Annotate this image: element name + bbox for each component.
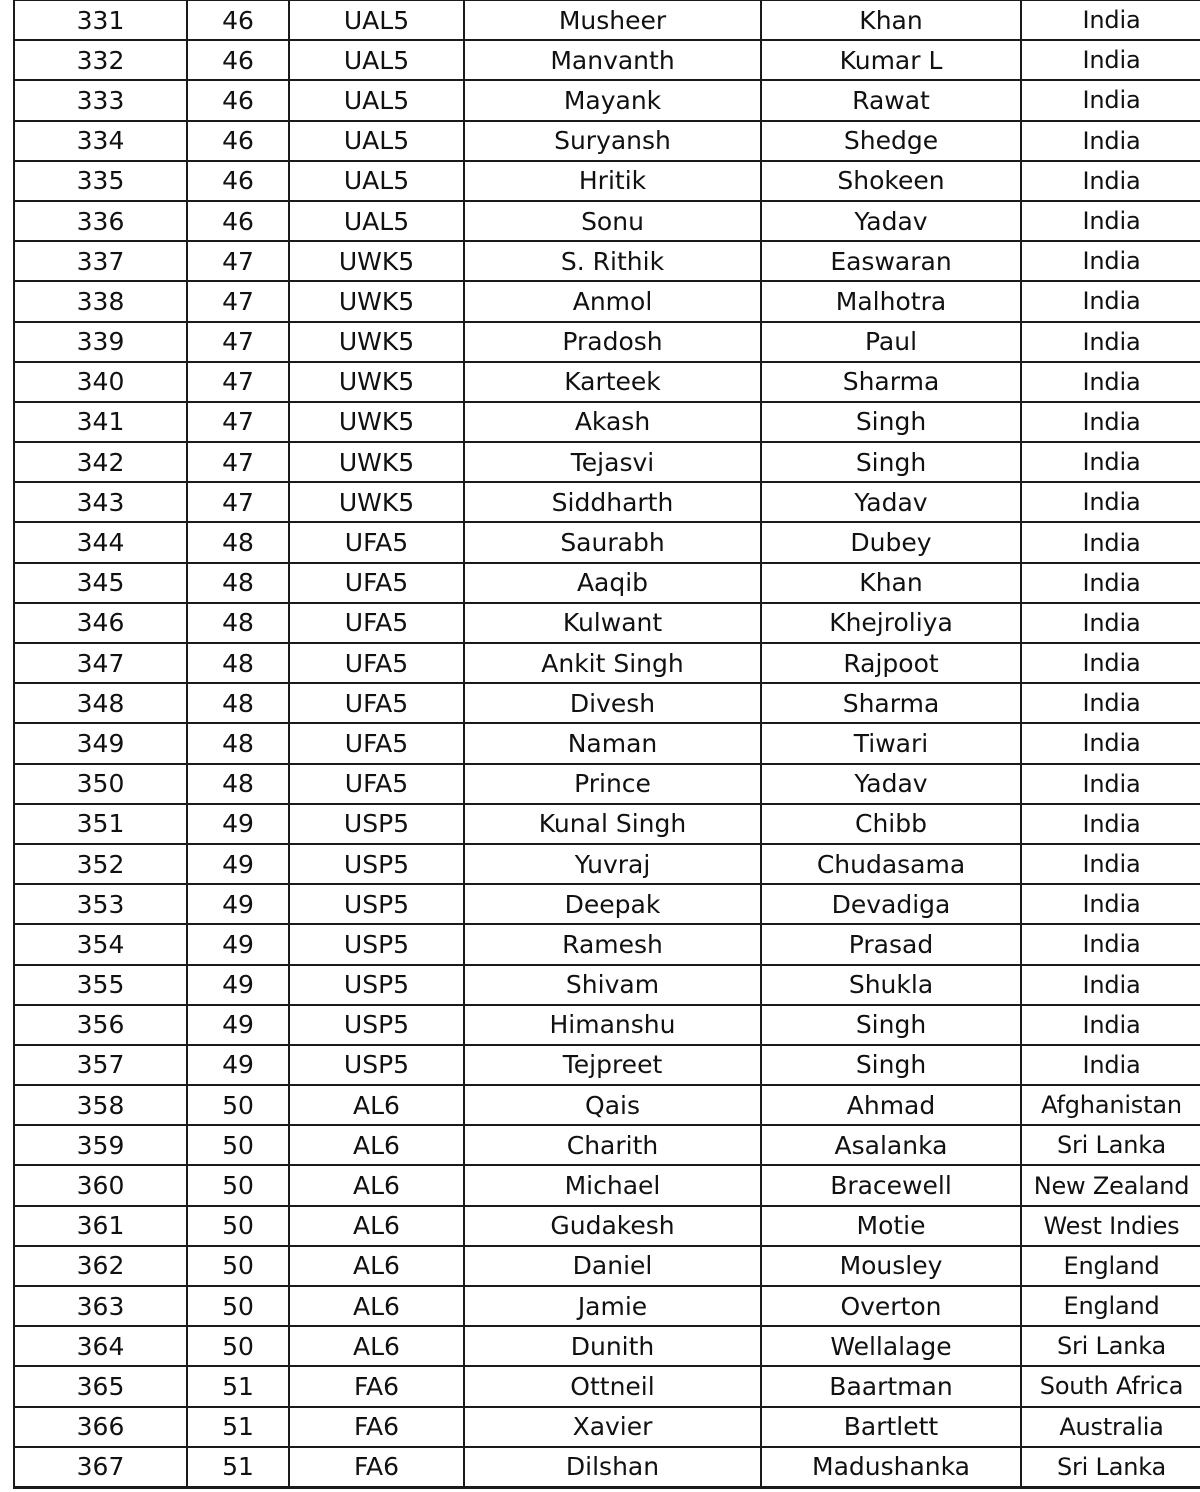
serial-number-cell: 362 [14,1246,187,1286]
table-row [14,161,1200,201]
set-code-cell: AL6 [289,1125,464,1165]
set-number-cell: 47 [187,241,289,281]
set-code-cell: AL6 [289,1165,464,1205]
first-name-cell: Akash [464,402,761,442]
set-number-cell: 50 [187,1286,289,1326]
serial-number-cell: 341 [14,402,187,442]
table-row [14,643,1200,683]
set-code-cell: UWK5 [289,442,464,482]
surname-cell: Wellalage [761,1326,1021,1366]
first-name-cell: Pradosh [464,322,761,362]
set-number-cell: 49 [187,1005,289,1045]
set-number-cell: 49 [187,1045,289,1085]
serial-number-cell: 331 [14,1,187,41]
set-code-cell: AL6 [289,1326,464,1366]
set-number-cell: 51 [187,1447,289,1488]
first-name-cell: Ottneil [464,1366,761,1406]
country-cell: India [1021,643,1200,683]
set-number-cell: 50 [187,1206,289,1246]
serial-number-cell: 354 [14,924,187,964]
first-name-cell: Tejpreet [464,1045,761,1085]
first-name-cell: Naman [464,723,761,763]
serial-number-cell: 359 [14,1125,187,1165]
surname-cell: Yadav [761,201,1021,241]
serial-number-cell: 347 [14,643,187,683]
serial-number-cell: 345 [14,563,187,603]
country-cell: Sri Lanka [1021,1447,1200,1488]
country-cell: India [1021,121,1200,161]
table-row [14,402,1200,442]
set-number-cell: 46 [187,161,289,201]
first-name-cell: Gudakesh [464,1206,761,1246]
country-cell: India [1021,1045,1200,1085]
serial-number-cell: 366 [14,1407,187,1447]
table-row [14,1085,1200,1125]
surname-cell: Tiwari [761,723,1021,763]
table-row [14,1447,1200,1488]
set-number-cell: 50 [187,1326,289,1366]
surname-cell: Dubey [761,522,1021,562]
country-cell: India [1021,281,1200,321]
country-cell: India [1021,161,1200,201]
first-name-cell: S. Rithik [464,241,761,281]
table-row [14,1366,1200,1406]
set-number-cell: 46 [187,201,289,241]
set-number-cell: 47 [187,482,289,522]
country-cell: India [1021,723,1200,763]
first-name-cell: Suryansh [464,121,761,161]
set-number-cell: 47 [187,402,289,442]
surname-cell: Ahmad [761,1085,1021,1125]
first-name-cell: Ramesh [464,924,761,964]
set-number-cell: 50 [187,1085,289,1125]
surname-cell: Khejroliya [761,603,1021,643]
set-code-cell: USP5 [289,804,464,844]
first-name-cell: Hritik [464,161,761,201]
serial-number-cell: 343 [14,482,187,522]
serial-number-cell: 338 [14,281,187,321]
surname-cell: Madushanka [761,1447,1021,1488]
surname-cell: Singh [761,1005,1021,1045]
surname-cell: Singh [761,1045,1021,1085]
country-cell: India [1021,683,1200,723]
country-cell: India [1021,764,1200,804]
serial-number-cell: 364 [14,1326,187,1366]
set-number-cell: 50 [187,1165,289,1205]
set-code-cell: UAL5 [289,80,464,120]
serial-number-cell: 363 [14,1286,187,1326]
serial-number-cell: 355 [14,965,187,1005]
country-cell: India [1021,522,1200,562]
table-row [14,1286,1200,1326]
surname-cell: Khan [761,563,1021,603]
table-row [14,121,1200,161]
serial-number-cell: 340 [14,362,187,402]
country-cell: India [1021,563,1200,603]
country-cell: New Zealand [1021,1165,1200,1205]
set-number-cell: 47 [187,362,289,402]
set-number-cell: 48 [187,723,289,763]
serial-number-cell: 336 [14,201,187,241]
set-code-cell: UWK5 [289,281,464,321]
table-row [14,442,1200,482]
country-cell: India [1021,80,1200,120]
country-cell: India [1021,201,1200,241]
surname-cell: Baartman [761,1366,1021,1406]
first-name-cell: Sonu [464,201,761,241]
set-code-cell: FA6 [289,1407,464,1447]
country-cell: India [1021,402,1200,442]
country-cell: India [1021,844,1200,884]
serial-number-cell: 356 [14,1005,187,1045]
set-code-cell: UFA5 [289,764,464,804]
country-cell: India [1021,965,1200,1005]
set-code-cell: UWK5 [289,402,464,442]
set-code-cell: UFA5 [289,603,464,643]
first-name-cell: Xavier [464,1407,761,1447]
set-code-cell: AL6 [289,1085,464,1125]
country-cell: Sri Lanka [1021,1326,1200,1366]
table-row [14,281,1200,321]
first-name-cell: Dunith [464,1326,761,1366]
country-cell: India [1021,603,1200,643]
surname-cell: Malhotra [761,281,1021,321]
set-number-cell: 47 [187,281,289,321]
player-list-body [14,1,1200,1488]
surname-cell: Devadiga [761,884,1021,924]
surname-cell: Sharma [761,362,1021,402]
serial-number-cell: 332 [14,40,187,80]
set-code-cell: UWK5 [289,362,464,402]
set-code-cell: USP5 [289,924,464,964]
country-cell: India [1021,40,1200,80]
first-name-cell: Manvanth [464,40,761,80]
surname-cell: Bartlett [761,1407,1021,1447]
first-name-cell: Saurabh [464,522,761,562]
table-row [14,924,1200,964]
surname-cell: Chibb [761,804,1021,844]
country-cell: India [1021,362,1200,402]
set-code-cell: AL6 [289,1246,464,1286]
serial-number-cell: 352 [14,844,187,884]
set-code-cell: UAL5 [289,161,464,201]
country-cell: Sri Lanka [1021,1125,1200,1165]
serial-number-cell: 350 [14,764,187,804]
country-cell: India [1021,241,1200,281]
country-cell: India [1021,442,1200,482]
table-row [14,1165,1200,1205]
table-row [14,884,1200,924]
table-row [14,1326,1200,1366]
table-row [14,1407,1200,1447]
set-code-cell: UWK5 [289,482,464,522]
surname-cell: Motie [761,1206,1021,1246]
set-number-cell: 48 [187,522,289,562]
first-name-cell: Shivam [464,965,761,1005]
surname-cell: Yadav [761,482,1021,522]
set-number-cell: 51 [187,1366,289,1406]
set-code-cell: UAL5 [289,1,464,41]
country-cell: Afghanistan [1021,1085,1200,1125]
serial-number-cell: 346 [14,603,187,643]
serial-number-cell: 339 [14,322,187,362]
serial-number-cell: 335 [14,161,187,201]
country-cell: India [1021,924,1200,964]
set-number-cell: 50 [187,1246,289,1286]
surname-cell: Singh [761,442,1021,482]
surname-cell: Kumar L [761,40,1021,80]
surname-cell: Overton [761,1286,1021,1326]
first-name-cell: Divesh [464,683,761,723]
player-list-table [13,0,1200,1489]
set-number-cell: 46 [187,40,289,80]
surname-cell: Rajpoot [761,643,1021,683]
first-name-cell: Siddharth [464,482,761,522]
table-row [14,804,1200,844]
set-number-cell: 50 [187,1125,289,1165]
set-code-cell: UFA5 [289,723,464,763]
set-code-cell: UAL5 [289,121,464,161]
table-row [14,1246,1200,1286]
first-name-cell: Ankit Singh [464,643,761,683]
serial-number-cell: 365 [14,1366,187,1406]
surname-cell: Mousley [761,1246,1021,1286]
surname-cell: Singh [761,402,1021,442]
serial-number-cell: 337 [14,241,187,281]
table-row [14,563,1200,603]
set-number-cell: 49 [187,965,289,1005]
set-number-cell: 46 [187,121,289,161]
table-row [14,965,1200,1005]
set-number-cell: 49 [187,884,289,924]
serial-number-cell: 357 [14,1045,187,1085]
first-name-cell: Himanshu [464,1005,761,1045]
set-code-cell: USP5 [289,844,464,884]
set-number-cell: 48 [187,603,289,643]
serial-number-cell: 361 [14,1206,187,1246]
table-row [14,1045,1200,1085]
first-name-cell: Prince [464,764,761,804]
country-cell: India [1021,804,1200,844]
set-number-cell: 47 [187,442,289,482]
first-name-cell: Qais [464,1085,761,1125]
country-cell: England [1021,1246,1200,1286]
table-row [14,362,1200,402]
first-name-cell: Charith [464,1125,761,1165]
set-code-cell: USP5 [289,884,464,924]
set-number-cell: 46 [187,80,289,120]
set-code-cell: FA6 [289,1366,464,1406]
first-name-cell: Deepak [464,884,761,924]
table-row [14,201,1200,241]
set-code-cell: UFA5 [289,522,464,562]
set-number-cell: 48 [187,563,289,603]
table-row [14,1005,1200,1045]
serial-number-cell: 351 [14,804,187,844]
country-cell: India [1021,1,1200,41]
surname-cell: Chudasama [761,844,1021,884]
country-cell: India [1021,1005,1200,1045]
table-row [14,241,1200,281]
first-name-cell: Dilshan [464,1447,761,1488]
serial-number-cell: 367 [14,1447,187,1488]
serial-number-cell: 344 [14,522,187,562]
country-cell: Australia [1021,1407,1200,1447]
table-row [14,764,1200,804]
serial-number-cell: 349 [14,723,187,763]
serial-number-cell: 360 [14,1165,187,1205]
set-code-cell: UFA5 [289,563,464,603]
surname-cell: Yadav [761,764,1021,804]
table-row [14,844,1200,884]
first-name-cell: Aaqib [464,563,761,603]
country-cell: England [1021,1286,1200,1326]
table-row [14,80,1200,120]
set-code-cell: UFA5 [289,643,464,683]
surname-cell: Khan [761,1,1021,41]
table-row [14,40,1200,80]
country-cell: South Africa [1021,1366,1200,1406]
set-code-cell: UWK5 [289,322,464,362]
table-row [14,1125,1200,1165]
country-cell: West Indies [1021,1206,1200,1246]
first-name-cell: Mayank [464,80,761,120]
set-number-cell: 48 [187,643,289,683]
set-code-cell: USP5 [289,1045,464,1085]
surname-cell: Asalanka [761,1125,1021,1165]
table-row [14,322,1200,362]
surname-cell: Paul [761,322,1021,362]
surname-cell: Shukla [761,965,1021,1005]
serial-number-cell: 348 [14,683,187,723]
surname-cell: Shokeen [761,161,1021,201]
set-number-cell: 47 [187,322,289,362]
set-code-cell: USP5 [289,965,464,1005]
set-number-cell: 51 [187,1407,289,1447]
first-name-cell: Daniel [464,1246,761,1286]
table-row [14,522,1200,562]
first-name-cell: Jamie [464,1286,761,1326]
first-name-cell: Tejasvi [464,442,761,482]
first-name-cell: Michael [464,1165,761,1205]
set-code-cell: UFA5 [289,683,464,723]
set-code-cell: UAL5 [289,40,464,80]
serial-number-cell: 342 [14,442,187,482]
set-code-cell: AL6 [289,1206,464,1246]
table-row [14,1,1200,41]
surname-cell: Shedge [761,121,1021,161]
first-name-cell: Anmol [464,281,761,321]
set-code-cell: UAL5 [289,201,464,241]
serial-number-cell: 334 [14,121,187,161]
serial-number-cell: 358 [14,1085,187,1125]
surname-cell: Sharma [761,683,1021,723]
country-cell: India [1021,884,1200,924]
set-number-cell: 46 [187,1,289,41]
set-number-cell: 48 [187,683,289,723]
table-row [14,723,1200,763]
serial-number-cell: 353 [14,884,187,924]
set-code-cell: FA6 [289,1447,464,1488]
set-code-cell: AL6 [289,1286,464,1326]
serial-number-cell: 333 [14,80,187,120]
set-number-cell: 49 [187,804,289,844]
surname-cell: Bracewell [761,1165,1021,1205]
surname-cell: Prasad [761,924,1021,964]
table-row [14,482,1200,522]
set-code-cell: UWK5 [289,241,464,281]
table-row [14,1206,1200,1246]
country-cell: India [1021,322,1200,362]
surname-cell: Easwaran [761,241,1021,281]
first-name-cell: Yuvraj [464,844,761,884]
first-name-cell: Kunal Singh [464,804,761,844]
set-number-cell: 48 [187,764,289,804]
table-row [14,603,1200,643]
country-cell: India [1021,482,1200,522]
table-row [14,683,1200,723]
first-name-cell: Kulwant [464,603,761,643]
set-number-cell: 49 [187,844,289,884]
surname-cell: Rawat [761,80,1021,120]
set-number-cell: 49 [187,924,289,964]
first-name-cell: Karteek [464,362,761,402]
set-code-cell: USP5 [289,1005,464,1045]
first-name-cell: Musheer [464,1,761,41]
